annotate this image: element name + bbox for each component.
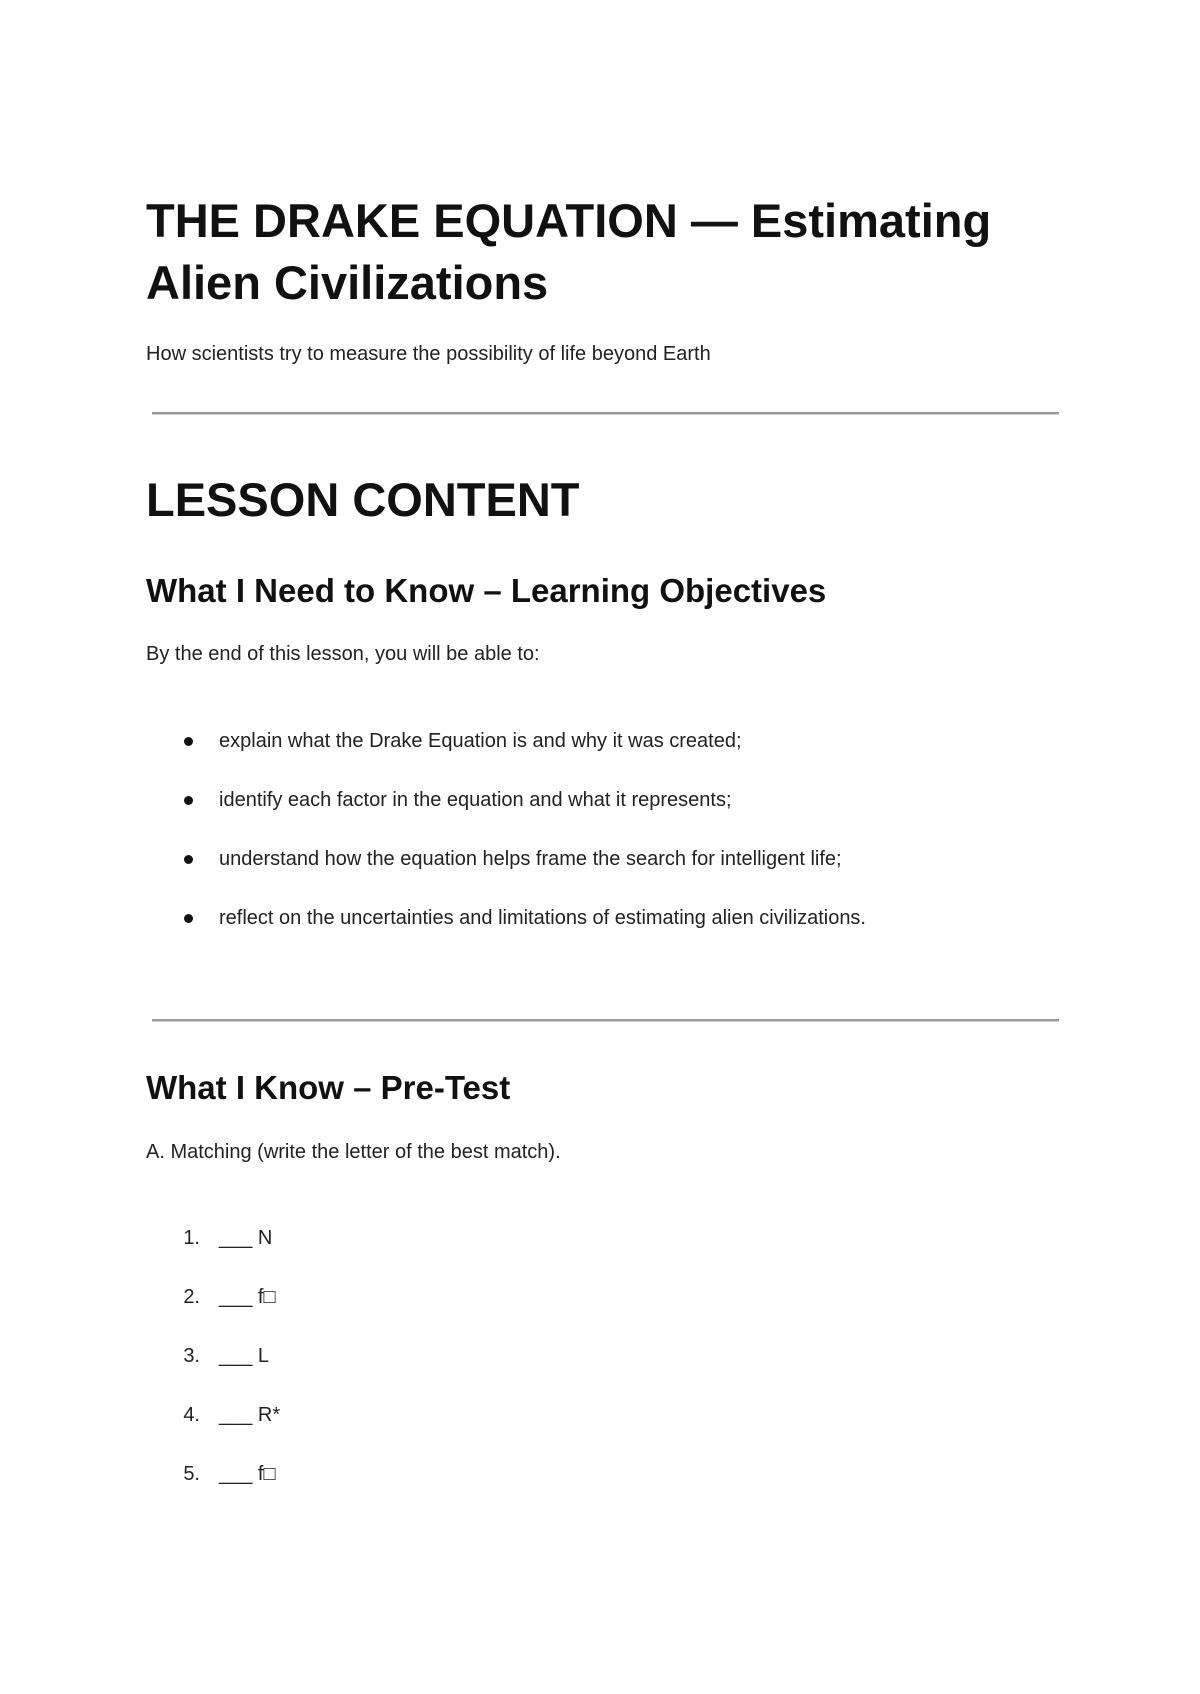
list-number: 2. — [183, 1286, 200, 1308]
bullet-icon — [184, 855, 193, 864]
objectives-heading: What I Need to Know – Learning Objectives — [146, 572, 827, 609]
list-item — [0, 727, 1100, 757]
list-item — [0, 786, 1100, 816]
list-item — [0, 1283, 600, 1313]
list-item-text: ___ L — [219, 1345, 270, 1367]
bullet-icon — [184, 914, 193, 923]
horizontal-divider — [152, 412, 1059, 415]
list-item — [0, 1224, 600, 1254]
document-title: THE DRAKE EQUATION — Estimating Alien Civilizations — [146, 194, 992, 309]
list-item-text: explain what the Drake Equation is and why it was created; — [219, 730, 742, 752]
pretest-heading: What I Know – Pre-Test — [146, 1069, 511, 1106]
section-heading: LESSON CONTENT — [146, 473, 580, 526]
list-item-text: ___ f□ — [219, 1463, 276, 1485]
bullet-icon — [184, 737, 193, 746]
horizontal-divider — [152, 1019, 1059, 1022]
list-item-text: ___ R* — [219, 1404, 281, 1426]
list-item-text: ___ N — [219, 1227, 273, 1249]
list-number: 3. — [183, 1345, 200, 1367]
bullet-icon — [184, 796, 193, 805]
list-number: 1. — [183, 1227, 200, 1249]
list-item — [0, 845, 1100, 875]
list-item — [0, 1342, 600, 1372]
list-item — [0, 1460, 600, 1490]
list-item-text: understand how the equation helps frame the search for intelligent life; — [219, 848, 842, 870]
list-number: 5. — [183, 1463, 200, 1485]
list-item-text: reflect on the uncertainties and limitations of estimating alien civilizations. — [219, 907, 866, 929]
list-number: 4. — [183, 1404, 200, 1426]
list-item-text: identify each factor in the equation and what it represents; — [219, 789, 732, 811]
list-item-text: ___ f□ — [219, 1286, 276, 1308]
document-subtitle: How scientists try to measure the possibility of life beyond Earth — [146, 343, 711, 365]
pretest-instruction: A. Matching (write the letter of the best match). — [146, 1141, 561, 1163]
list-item — [0, 1401, 600, 1431]
list-item — [0, 904, 1100, 934]
objectives-intro: By the end of this lesson, you will be able to: — [146, 643, 540, 665]
